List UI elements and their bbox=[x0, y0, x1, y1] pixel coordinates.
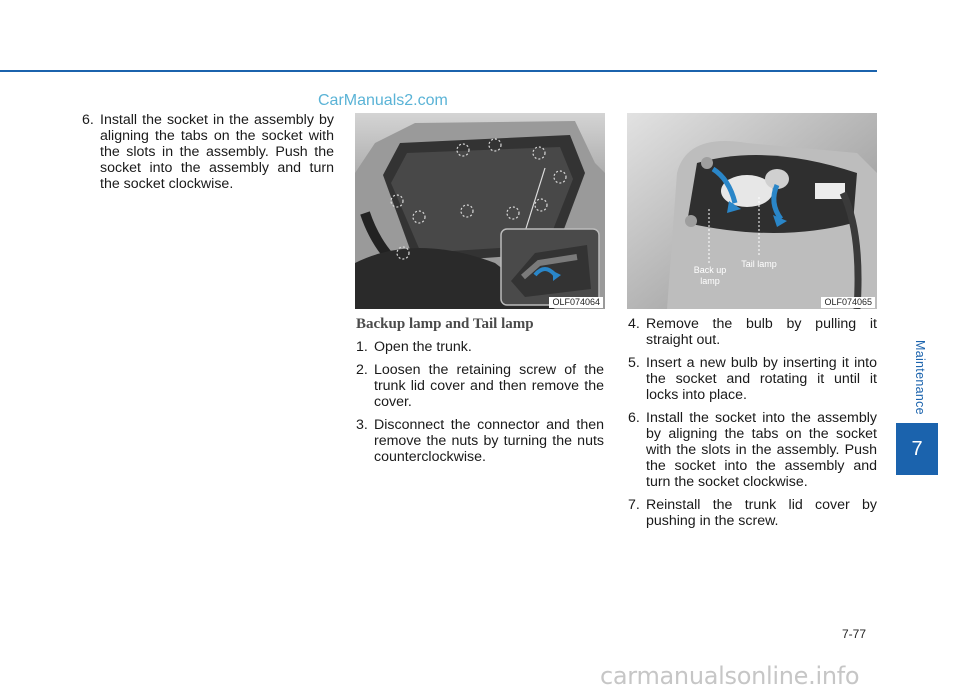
step-7 bbox=[628, 497, 877, 529]
step-text: Install the socket into the assembly by aligning the tabs on the socket with the slots in the assembly. Push the socket into the assembly and turn the socket clockwise. bbox=[646, 410, 877, 490]
step-number: 5. bbox=[628, 355, 640, 371]
section-title: Backup lamp and Tail lamp bbox=[356, 316, 534, 332]
step-text: Remove the bulb by pulling it straight out. bbox=[646, 316, 877, 348]
step-text: Loosen the retaining screw of the trunk lid cover and then remove the cover. bbox=[374, 362, 604, 410]
section-tab-label: Maintenance bbox=[913, 340, 927, 415]
back-up-lamp-label-line1: Back up bbox=[693, 265, 727, 275]
header-rule bbox=[0, 70, 877, 72]
right-column bbox=[628, 316, 877, 536]
figure-code: OLF074064 bbox=[549, 297, 603, 308]
step-text: Open the trunk. bbox=[374, 339, 472, 355]
step-number: 6. bbox=[82, 112, 94, 128]
figure-code: OLF074065 bbox=[821, 297, 875, 308]
step-text: Reinstall the trunk lid cover by pushing in the screw. bbox=[646, 497, 877, 529]
step-4 bbox=[628, 316, 877, 348]
left-column bbox=[82, 112, 334, 199]
step-1 bbox=[356, 339, 604, 355]
step-text: Disconnect the connector and then remove the nuts by turning the nuts counterclockwise. bbox=[374, 417, 604, 465]
page-number: 7-77 bbox=[842, 627, 867, 641]
trunk-lid-figure bbox=[355, 113, 605, 309]
lamp-socket-illustration bbox=[627, 113, 877, 309]
step-number: 7. bbox=[628, 497, 640, 513]
step-3 bbox=[356, 417, 604, 465]
chapter-number-tab: 7 bbox=[896, 423, 938, 475]
step-number: 3. bbox=[356, 417, 368, 433]
trunk-lid-illustration bbox=[355, 113, 605, 309]
tail-lamp-label: Tail lamp bbox=[741, 259, 777, 269]
watermark-bottom[interactable]: carmanualsonline.info bbox=[600, 662, 860, 690]
step-text: Insert a new bulb by inserting it into the socket and rotating it until it locks into place. bbox=[646, 355, 877, 403]
step-2 bbox=[356, 362, 604, 410]
lamp-socket-figure bbox=[627, 113, 877, 309]
back-up-lamp-label-line2: lamp bbox=[700, 276, 720, 286]
middle-column bbox=[356, 316, 604, 472]
step-6 bbox=[628, 410, 877, 490]
step-6-left bbox=[82, 112, 334, 192]
step-number: 1. bbox=[356, 339, 368, 355]
step-number: 2. bbox=[356, 362, 368, 378]
step-number: 6. bbox=[628, 410, 640, 426]
step-number: 4. bbox=[628, 316, 640, 332]
watermark-top[interactable]: CarManuals2.com bbox=[318, 92, 448, 109]
step-text: Install the socket in the assembly by aligning the tabs on the socket with the slots in the assembly. Push the socket into the assembly and turn the socket clockwise. bbox=[100, 112, 334, 192]
step-5 bbox=[628, 355, 877, 403]
